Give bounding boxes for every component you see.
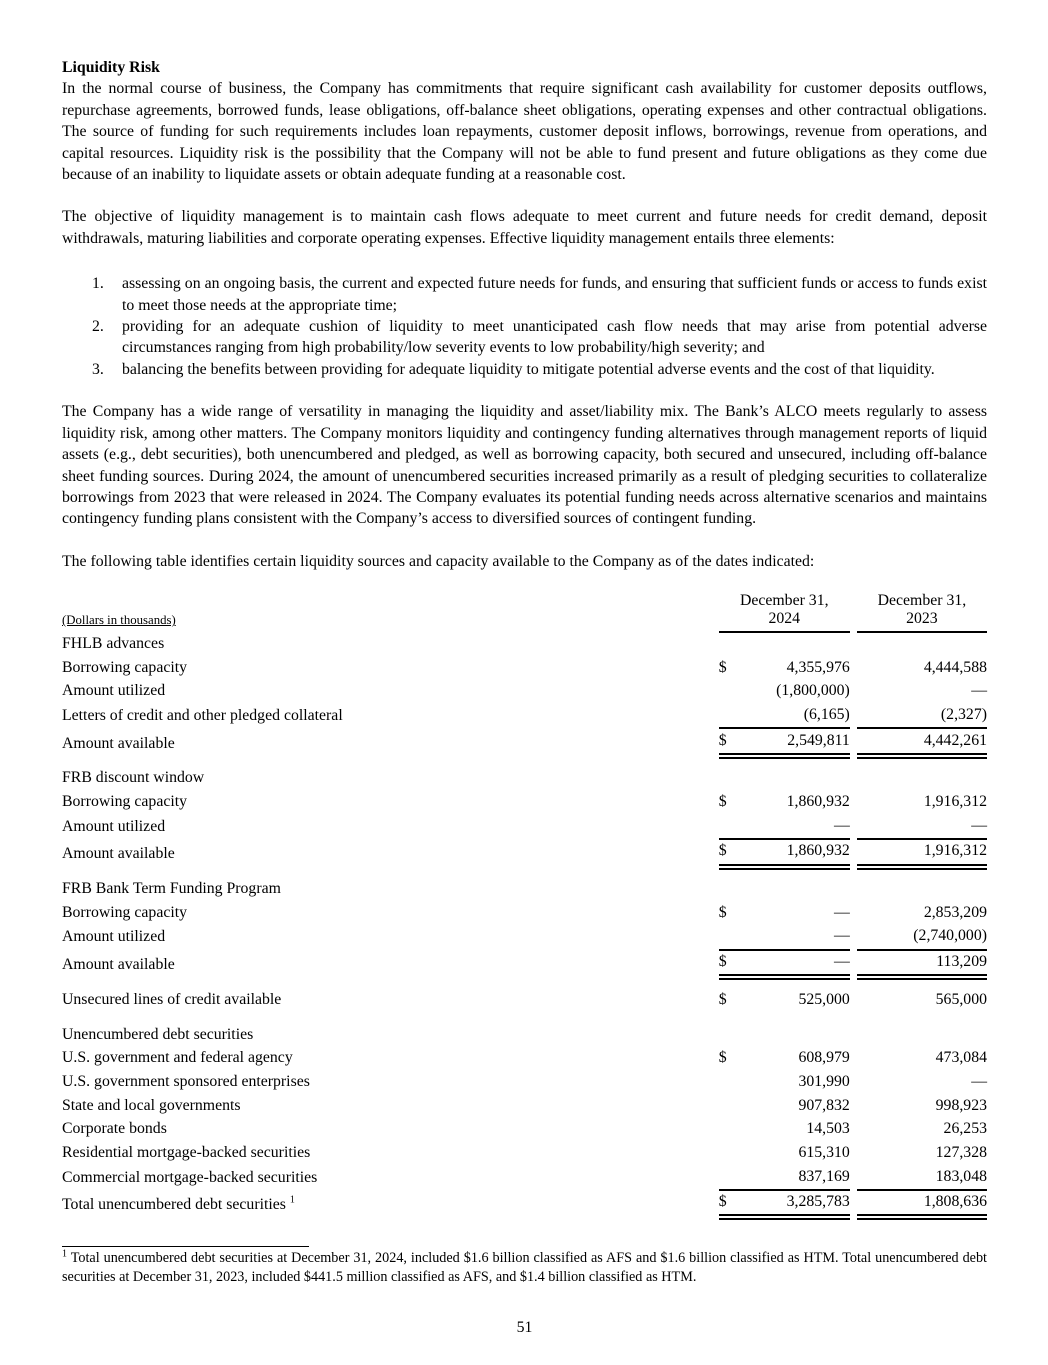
list-item-number: 1. bbox=[92, 275, 104, 293]
table-row: Amount available $ 2,549,811 4,442,261 bbox=[62, 728, 987, 756]
footnote-reference: 1 bbox=[289, 1195, 295, 1207]
table-units-label: (Dollars in thousands) bbox=[62, 613, 176, 628]
list-item-number: 2. bbox=[92, 318, 104, 336]
table-row: Borrowing capacity $ — 2,853,209 bbox=[62, 903, 987, 921]
document-page bbox=[62, 57, 987, 1339]
table-row: Amount utilized (1,800,000) — bbox=[62, 682, 987, 700]
table-row: Commercial mortgage-backed securities 837,169 183,048 bbox=[62, 1165, 987, 1190]
table-row: Letters of credit and other pledged collateral (6,165) (2,327) bbox=[62, 703, 987, 728]
list-item bbox=[92, 273, 987, 316]
liquidity-sources-table bbox=[62, 589, 987, 1220]
table-section-row: FRB discount window bbox=[62, 769, 205, 787]
list-item-text: balancing the benefits between providing for adequate liquidity to mitigate potential adverse events and the cost of that liquidity. bbox=[122, 360, 935, 378]
table-row: Residential mortgage-backed securities 615,310 127,328 bbox=[62, 1143, 987, 1161]
section-heading: Liquidity Risk bbox=[62, 59, 160, 76]
table-row: Unsecured lines of credit available $ 525,000 565,000 bbox=[62, 990, 987, 1008]
table-row: Amount available $ 1,860,932 1,916,312 bbox=[62, 839, 987, 867]
table-section-row: FRB Bank Term Funding Program bbox=[62, 880, 281, 898]
column-header-2024: December 31, 2024 bbox=[719, 589, 850, 632]
table-section-row: FHLB advances bbox=[62, 634, 165, 652]
paragraph-objective: The objective of liquidity management is to maintain cash flows adequate to meet current and future needs for credit demand, deposit withdrawals, maturing liabilities and corporate operating expenses. Effective liquidity management entails three elements: bbox=[62, 208, 987, 247]
list-item bbox=[92, 316, 987, 359]
list-item-text: providing for an adequate cushion of liquidity to meet unanticipated cash flow needs that may arise from potential adverse circumstances ranging from high probability/low severity events to low probability/high severity; and bbox=[122, 318, 987, 357]
table-row: U.S. government and federal agency $ 608,979 473,084 bbox=[62, 1049, 987, 1067]
table-total-row: Total unencumbered debt securities $^1$ $ 3,285,783 1,808,636 bbox=[62, 1190, 987, 1218]
table-row: Corporate bonds 14,503 26,253 bbox=[62, 1120, 987, 1138]
table-row: State and local governments 907,832 998,923 bbox=[62, 1096, 987, 1114]
table-row: Borrowing capacity $ 4,355,976 4,444,588 bbox=[62, 658, 987, 676]
table-row: Borrowing capacity $ 1,860,932 1,916,312 bbox=[62, 793, 987, 811]
list-item-number: 3. bbox=[92, 360, 104, 378]
column-header-2023: December 31, 2023 bbox=[857, 589, 987, 632]
list-item bbox=[92, 359, 987, 380]
table-row: Amount utilized — — bbox=[62, 814, 987, 839]
table-row: Amount utilized — (2,740,000) bbox=[62, 925, 987, 950]
numbered-list bbox=[92, 273, 987, 380]
footnote-text: $^1$ Total unencumbered debt securities at December 31, 2024, included $1.6 billion classified as AFS and $1.6 billion classified as HTM. Total unencumbered debt securities at December 31, 2023, included $441.5 million classified as AFS, and $1.4 billion classified as HTM. bbox=[62, 1248, 987, 1286]
table-header-row bbox=[62, 589, 987, 632]
table-row: Amount available $ — 113,209 bbox=[62, 950, 987, 978]
table-row: U.S. government sponsored enterprises 301,990 — bbox=[62, 1072, 987, 1090]
list-item-text: assessing on an ongoing basis, the current and expected future needs for funds, and ensuring that sufficient funds or access to funds exist to meet those needs at the appropriate time; bbox=[122, 275, 987, 314]
footnote-marker: 1 bbox=[62, 1248, 67, 1260]
paragraph-versatility: The Company has a wide range of versatility in managing the liquidity and asset/liability mix. The Bank’s ALCO meets regularly to assess liquidity risk, among other matters. The Company monitors liquidity and contingency funding alternatives through management reports of liquid assets (e.g., debt securities), both unencumbered and pledged, as well as borrowing capacity, both secured and unsecured, including off-balance sheet funding sources. During 2024, the amount of unencumbered securities increased primarily as a result of pledging securities to collateralize borrowings from 2023 that were released in 2024. The Company evaluates its potential funding needs across alternative scenarios and maintains contingency funding plans consistent with the Company’s access to diversified sources of contingent funding. bbox=[62, 403, 987, 528]
paragraph-table-lead-in: The following table identifies certain liquidity sources and capacity available to the Company as of the dates indicated: bbox=[62, 552, 815, 570]
paragraph-liquidity-intro: In the normal course of business, the Company has commitments that require significant cash availability for customer deposits outflows, repurchase agreements, borrowed funds, lease obligations, off-balance sheet obligations, operating expenses and other contractual obligations. The source of funding for such requirements includes loan repayments, customer deposit inflows, borrowings, revenue from operations, and capital resources. Liquidity risk is the possibility that the Company will not be able to fund present and future obligations as they come due because of an inability to liquidate assets or obtain adequate funding at a reasonable cost. bbox=[62, 80, 987, 184]
table-section-row: Unencumbered debt securities bbox=[62, 1025, 254, 1043]
footnote-divider bbox=[62, 1246, 309, 1247]
page-number: 51 bbox=[516, 1319, 533, 1337]
